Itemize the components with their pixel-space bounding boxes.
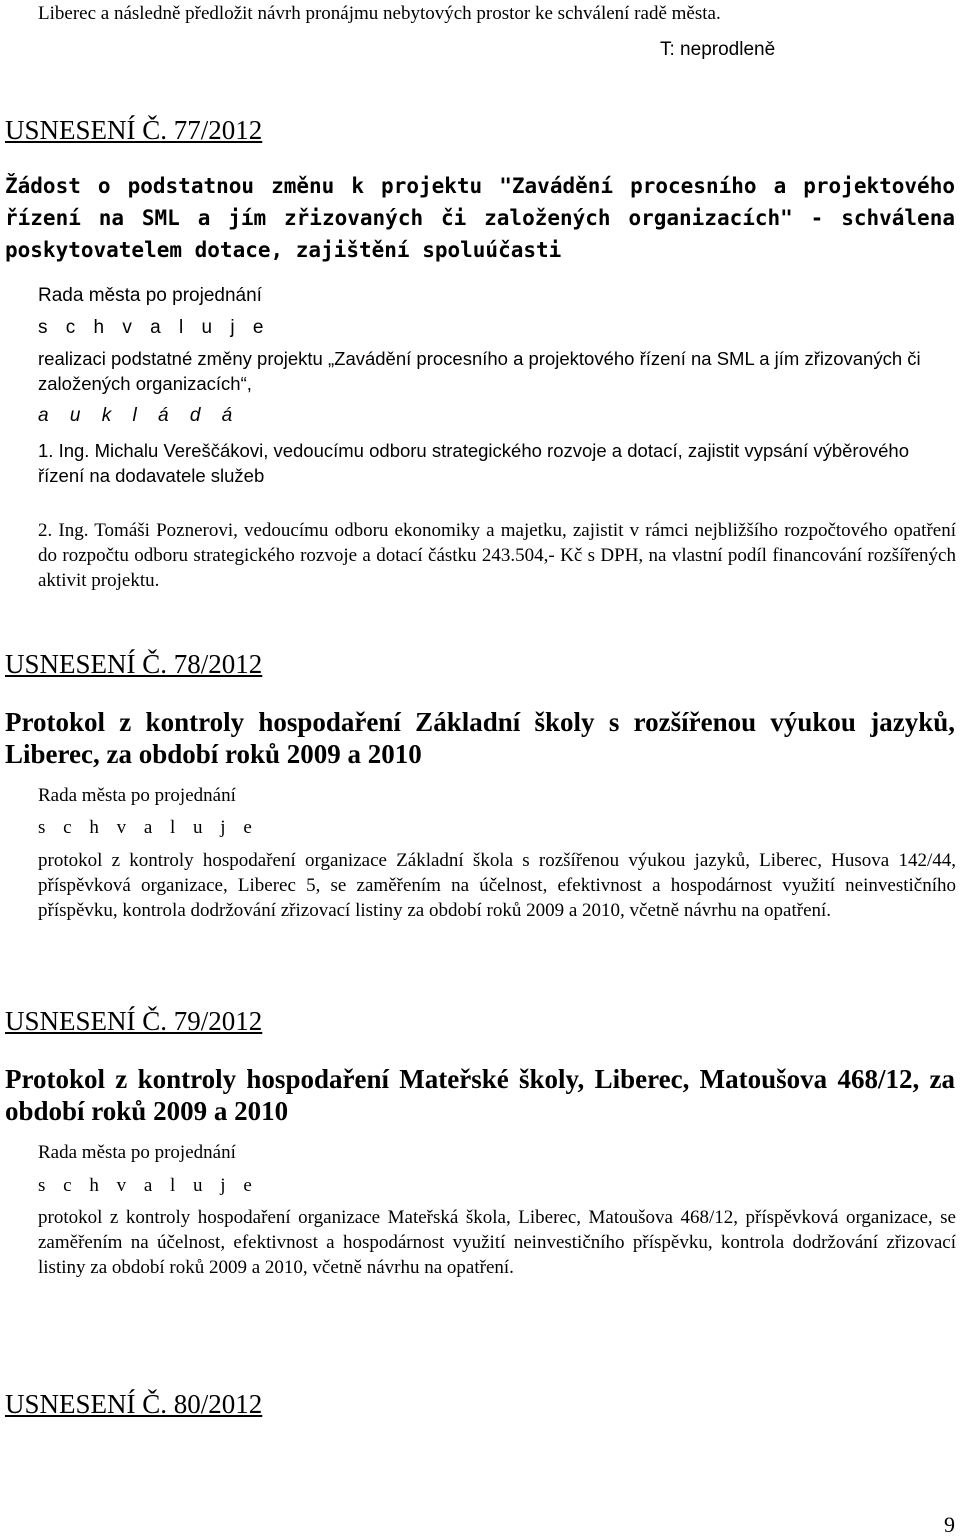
resolution-79-verb: s c h v a l u j e <box>38 1175 259 1196</box>
resolution-80-title: USNESENÍ Č. 80/2012 <box>5 1389 263 1419</box>
resolution-78-heading: Protokol z kontroly hospodaření Základní školy s rozšířenou výukou jazyků, Liberec, za období roků 2009 a 2010 <box>5 707 955 769</box>
resolution-79-text: protokol z kontroly hospodaření organizace Mateřská škola, Liberec, Matoušova 468/12, příspěvková organizace, se zaměřením na účelnost, efektivnost a hospodárnost využití neinvestičního příspěvku, kontrola dodržování zřizovací listiny za období roků 2009 a 2010, včetně návrhu na opatření. <box>38 1207 956 1278</box>
resolution-79-heading: Protokol z kontroly hospodaření Mateřské školy, Liberec, Matoušova 468/12, za období roků 2009 a 2010 <box>5 1064 955 1126</box>
resolution-77-item-2: 2. Ing. Tomáši Poznerovi, vedoucímu odboru ekonomiky a majetku, zajistit v rámci nejbližšího rozpočtového opatření do rozpočtu odboru strategického rozvoje a dotací částku 243.504,- Kč s DPH, na vlastní podíl financování rozšířených aktivit projektu. <box>38 520 956 591</box>
resolution-77-text: realizaci podstatné změny projektu „Zavádění procesního a projektového řízení na SML a jím zřizovaných či založených organizacích“, <box>38 348 921 394</box>
resolution-77-intro: Rada města po projednání <box>38 285 262 306</box>
continued-text: Liberec a následně předložit návrh pronájmu nebytových prostor ke schválení radě města. <box>38 3 721 24</box>
page-number: 9 <box>944 1512 955 1537</box>
resolution-78-intro: Rada města po projednání <box>38 785 236 806</box>
resolution-77-verb-instructs: a u k l á d á <box>38 405 241 426</box>
resolution-77-item-1: 1. Ing. Michalu Vereščákovi, vedoucímu odboru strategického rozvoje a dotací, zajistit vypsání výběrového řízení na dodavatele služeb <box>38 440 909 486</box>
resolution-77-heading: Žádost o podstatnou změnu k projektu "Zavádění procesního a projektového řízení na SML a jím zřizovaných či založených organizacích" - schválena poskytovatelem dotace, zajištění spoluúčasti <box>5 174 955 262</box>
deadline: T: neprodleně <box>660 39 776 60</box>
resolution-78-verb: s c h v a l u j e <box>38 817 259 838</box>
resolution-77-verb-approves: s c h v a l u j e <box>38 317 270 338</box>
resolution-78-title: USNESENÍ Č. 78/2012 <box>5 649 263 679</box>
resolution-79-intro: Rada města po projednání <box>38 1142 236 1163</box>
resolution-79-title: USNESENÍ Č. 79/2012 <box>5 1006 263 1036</box>
resolution-77-title: USNESENÍ Č. 77/2012 <box>5 115 263 145</box>
resolution-78-text: protokol z kontroly hospodaření organizace Základní škola s rozšířenou výukou jazyků, Liberec, Husova 142/44, příspěvková organizace, Liberec 5, se zaměřením na účelnost, efektivnost a hospodárnost využití neinvestičního příspěvku, kontrola dodržování zřizovací listiny za období roků 2009 a 2010, včetně návrhu na opatření. <box>38 850 956 921</box>
